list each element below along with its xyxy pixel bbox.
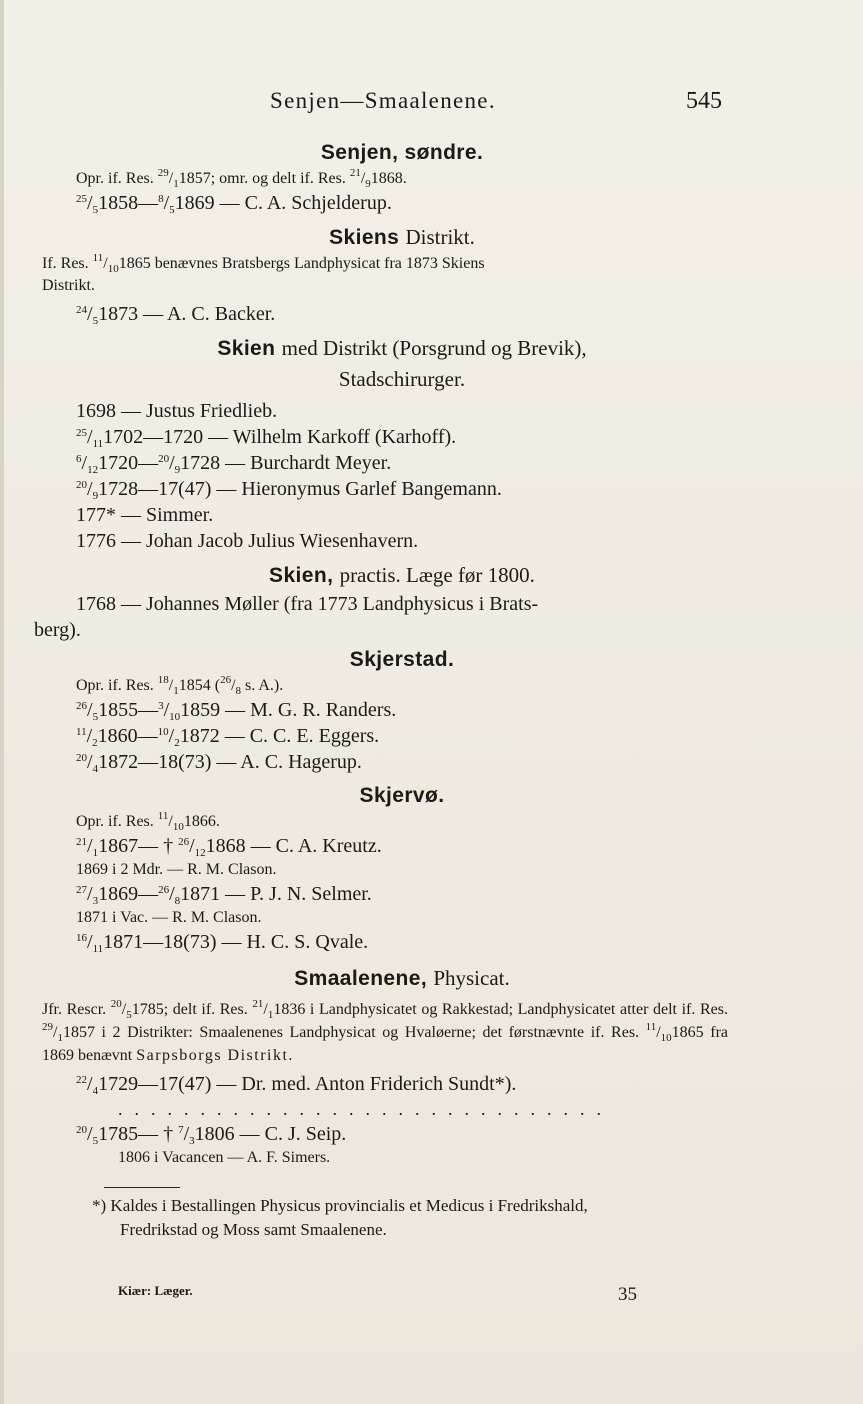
section-heading: Smaalenene, Physicat. xyxy=(294,966,510,990)
list-item: $^{27}/_31869—^{26}/_81871$ — P. J. N. Selmer. xyxy=(76,883,372,907)
resolution-note: Opr. if. Res. $^{18}/_11854$ ($^{26}/_8$ s. A.). xyxy=(76,674,284,697)
list-item: 1768 — Johannes Møller (fra 1773 Landphysicus i Brats- berg). xyxy=(34,593,539,641)
list-item: 177* — Simmer. xyxy=(76,504,214,526)
list-item: $^{25}/_{11}1702—1720$ — Wilhelm Karkoff (Karhoff). xyxy=(76,426,457,450)
list-item: 1698 — Justus Friedlieb. xyxy=(76,400,278,422)
list-item: $^{20}/_51785—$ † $^7/_31806$ — C. J. Seip. xyxy=(76,1123,347,1147)
list-item: $^6/_{12}1720—^{20}/_91728$ — Burchardt Meyer. xyxy=(76,452,392,476)
list-note: 1869 i 2 Mdr. — R. M. Clason. xyxy=(76,861,277,878)
resolution-note: Opr. if. Res. $^{29}/_11857$; omr. og delt if. Res. $^{21}/_91868$. xyxy=(76,167,407,190)
list-item: $^{11}/_21860—^{10}/_21872$ — C. C. E. Eggers. xyxy=(76,725,380,749)
list-note: 1871 i Vac. — R. M. Clason. xyxy=(76,909,262,926)
list-item: $^{22}/_41729—17(47)$ — Dr. med. Anton Friderich Sundt*). xyxy=(76,1073,517,1097)
section-heading: Skjerstad. xyxy=(349,648,455,671)
document-body xyxy=(34,138,728,1242)
list-item: $^{25}/_51858—^8/_51869$ — C. A. Schjelderup. xyxy=(76,192,392,216)
resolution-note: If. Res. $^{11}/_{10}1865$ benævnes Bratsbergs Landphysicat fra 1873 Skiens xyxy=(42,252,485,275)
section-heading: Senjen, søndre. xyxy=(320,141,484,164)
page-edge xyxy=(0,0,4,1404)
section-subheading: Stadschirurger. xyxy=(338,367,466,391)
list-item: $^{21}/_11867—$ † $^{26}/_{12}1868$ — C. A. Kreutz. xyxy=(76,835,382,859)
footnote-divider xyxy=(104,1187,180,1188)
footnote: *) Kaldes i Bestallingen Physicus provincialis et Medicus i Fredrikshald, Fredrikstad og Moss samt Smaalenene. xyxy=(92,1196,588,1239)
list-item: $^{16}/_{11}1871—18(73)$ — H. C. S. Qvale. xyxy=(76,931,369,955)
page-number: 545 xyxy=(686,88,722,114)
section-heading: Skien med Distrikt (Porsgrund og Brevik), xyxy=(217,336,587,360)
section-heading: Skjervø. xyxy=(359,784,445,807)
list-item: 1776 — Johan Jacob Julius Wiesenhavern. xyxy=(76,530,419,552)
resolution-note: Opr. if. Res. $^{11}/_{10}1866$. xyxy=(76,810,220,833)
list-item: $^{26}/_51855—^3/_{10}1859$ — M. G. R. Randers. xyxy=(76,699,397,723)
list-item: $^{20}/_91728—17(47)$ — Hieronymus Garlef Bangemann. xyxy=(76,478,502,502)
section-heading: Skien, practis. Læge før 1800. xyxy=(269,563,535,587)
list-item: $^{24}/_51873$ — A. C. Backer. xyxy=(76,303,276,327)
list-note: 1806 i Vacancen — A. F. Simers. xyxy=(118,1149,331,1166)
ellipsis-row: .............................. xyxy=(118,1099,613,1119)
signature-number: 35 xyxy=(618,1284,637,1305)
resolution-paragraph: Jfr. Rescr. $^{20}/_51785$; delt if. Res. $^{21}/_11836$ i Landphysicatet og Rakkestad; Landphysicatet atter delt if. Res. $^{29}/_11857$ i 2 Distrikter: Smaalenenes Landphysicat og Hvaløerne; det førstnævnte if. Res. $^{11}/_{10}1865$ fra 1869 benævnt Sarpsborgs Distrikt. xyxy=(42,998,728,1064)
resolution-note-cont: Distrikt. xyxy=(42,277,95,294)
running-header: Senjen—Smaalenene. xyxy=(270,88,496,113)
signature-mark: Kiær: Læger. xyxy=(118,1283,193,1298)
list-item: $^{20}/_41872—18(73)$ — A. C. Hagerup. xyxy=(76,751,362,775)
section-heading: Skiens Distrikt. xyxy=(329,225,475,249)
